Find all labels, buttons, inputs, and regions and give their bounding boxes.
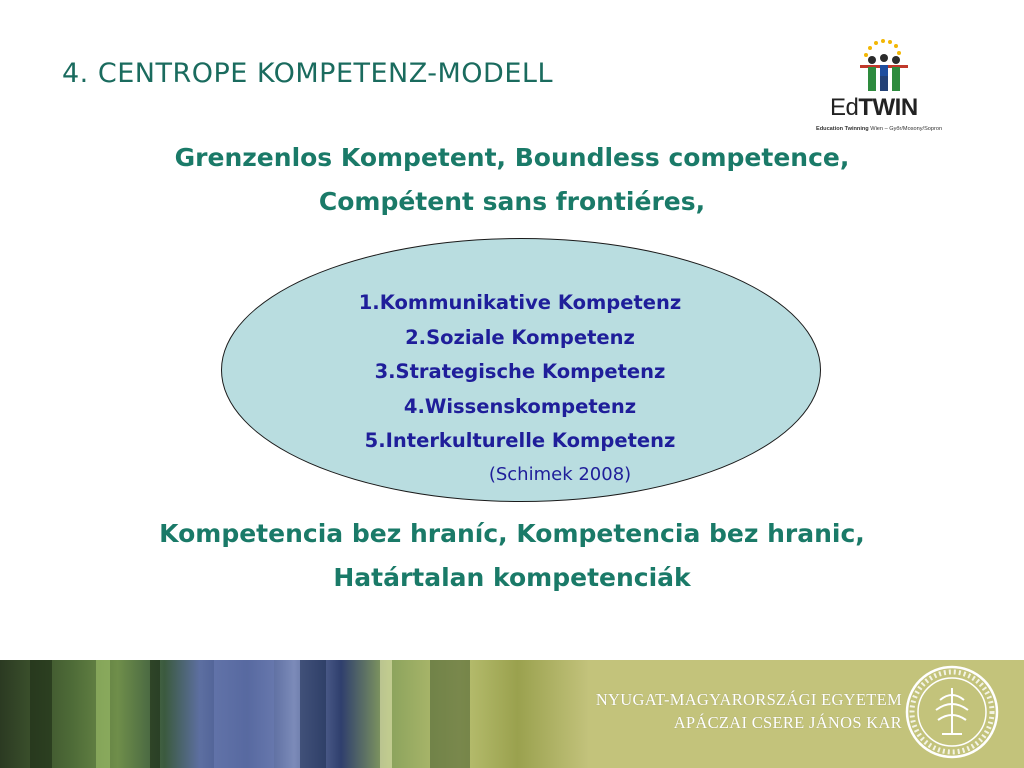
logo-word-twin: TWIN xyxy=(858,94,918,121)
footer-stained-glass-image xyxy=(0,660,588,768)
competence-list xyxy=(221,286,819,491)
edtwin-logo xyxy=(812,36,952,140)
competence-item: 2.Soziale Kompetenz xyxy=(405,325,635,349)
university-name-line-2: APÁCZAI CSERE JÁNOS KAR xyxy=(673,713,902,732)
subtitle-top-line-2: Compétent sans frontiéres, xyxy=(318,187,706,216)
subtitle-top xyxy=(0,136,1024,224)
competence-item: 3.Strategische Kompetenz xyxy=(374,360,666,383)
logo-tag-rest: Wien – Győr/Mosony/Sopron xyxy=(868,126,943,132)
competence-item: 1.Kommunikative Kompetenz xyxy=(358,291,682,314)
subtitle-top-line-1: Grenzenlos Kompetent, Boundless competence, xyxy=(174,143,850,172)
citation: (Schimek 2008) xyxy=(488,463,632,485)
subtitle-bottom-line-2: Határtalan kompetenciák xyxy=(333,563,691,592)
competence-item: 4.Wissenskompetenz xyxy=(403,394,637,418)
logo-word-ed: Ed xyxy=(830,94,859,121)
university-name-line-1: NYUGAT-MAGYARORSZÁGI EGYETEM xyxy=(595,690,902,709)
footer-band xyxy=(0,660,1024,768)
edtwin-tagline xyxy=(816,126,942,132)
subtitle-bottom xyxy=(0,512,1024,600)
logo-tag-bold: Education Twinning xyxy=(816,126,869,132)
subtitle-bottom-line-1: Kompetencia bez hraníc, Kompetencia bez hranic, xyxy=(159,519,865,548)
slide-title: 4. CENTROPE KOMPETENZ-MODELL xyxy=(62,58,553,89)
university-name xyxy=(596,688,902,734)
edtwin-figures-icon xyxy=(812,36,952,96)
university-seal-icon xyxy=(904,664,1000,760)
competence-item: 5.Interkulturelle Kompetenz xyxy=(364,429,676,452)
edtwin-wordmark xyxy=(830,94,918,122)
